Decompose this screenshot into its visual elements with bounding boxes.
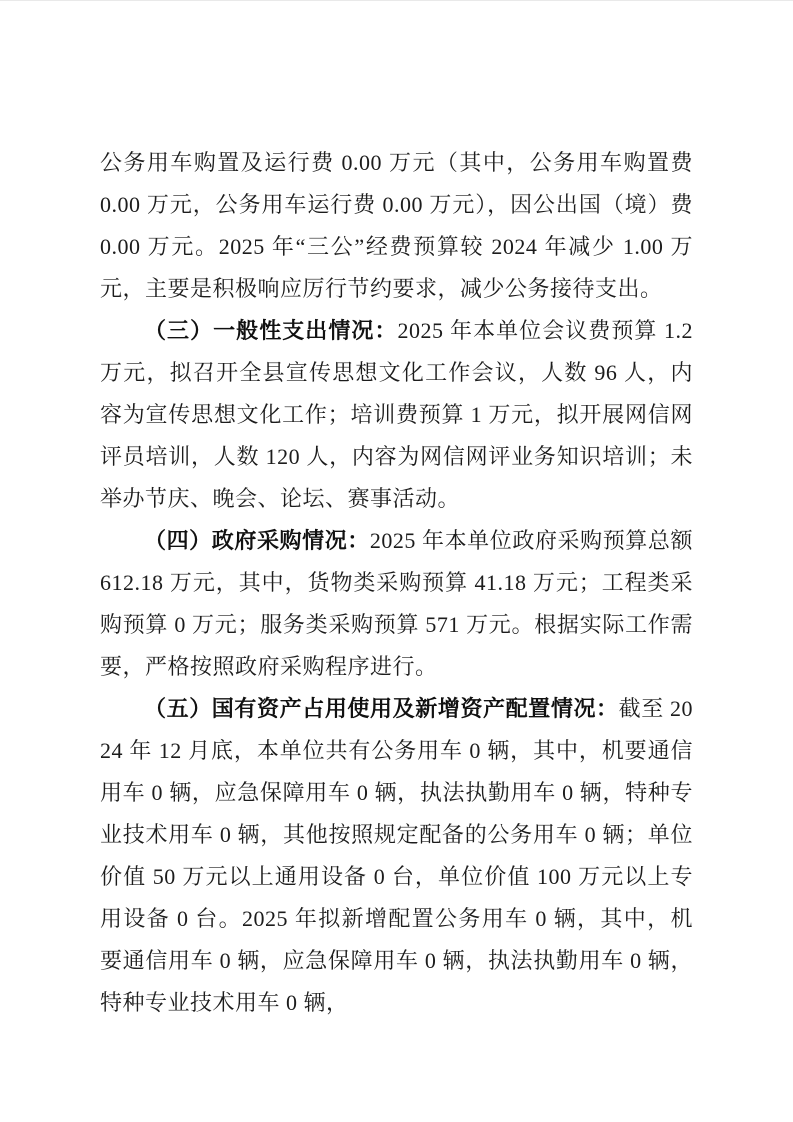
paragraph-text: 2025 年本单位会议费预算 1.2 万元，拟召开全县宣传思想文化工作会议，人数 96 人，内容为宣传思想文化工作；培训费预算 1 万元，拟开展网信网评员培训，人数 120 人，内容为网信网评业务知识培训；未举办节庆、晚会、论坛、赛事活动。 — [100, 318, 693, 511]
paragraph-general-expenditure — [100, 310, 693, 520]
page-top-edge — [0, 0, 793, 1]
paragraph-text: 2025 年本单位政府采购预算总额 612.18 万元，其中，货物类采购预算 41.18 万元；工程类采购预算 0 万元；服务类采购预算 571 万元。根据实际工作需要，严格按照政府采购程序进行。 — [100, 528, 693, 679]
paragraph-text: 公务用车购置及运行费 0.00 万元（其中，公务用车购置费 0.00 万元，公务用车运行费 0.00 万元），因公出国（境）费 0.00 万元。2025 年“三公”经费预算较 2024 年减少 1.00 万元，主要是积极响应厉行节约要求，减少公务接待支出。 — [100, 150, 693, 301]
paragraph-government-procurement — [100, 520, 693, 688]
paragraph-heading: （四）政府采购情况： — [144, 528, 370, 553]
text-block — [100, 142, 693, 1024]
paragraph-text: 截至 2024 年 12 月底，本单位共有公务用车 0 辆，其中，机要通信用车 0 辆，应急保障用车 0 辆，执法执勤用车 0 辆，特种专业技术用车 0 辆，其他按照规定配备的公务用车 0 辆；单位价值 50 万元以上通用设备 0 台，单位价值 100 万元以上专用设备 0 台。2025 年拟新增配置公务用车 0 辆，其中，机要通信用车 0 辆，应急保障用车 0 辆，执法执勤用车 0 辆，特种专业技术用车 0 辆， — [100, 696, 693, 1015]
paragraph-state-assets — [100, 688, 693, 1024]
paragraph-continuation — [100, 142, 693, 310]
paragraph-heading: （三）一般性支出情况： — [144, 318, 398, 343]
paragraph-heading: （五）国有资产占用使用及新增资产配置情况： — [144, 696, 619, 721]
